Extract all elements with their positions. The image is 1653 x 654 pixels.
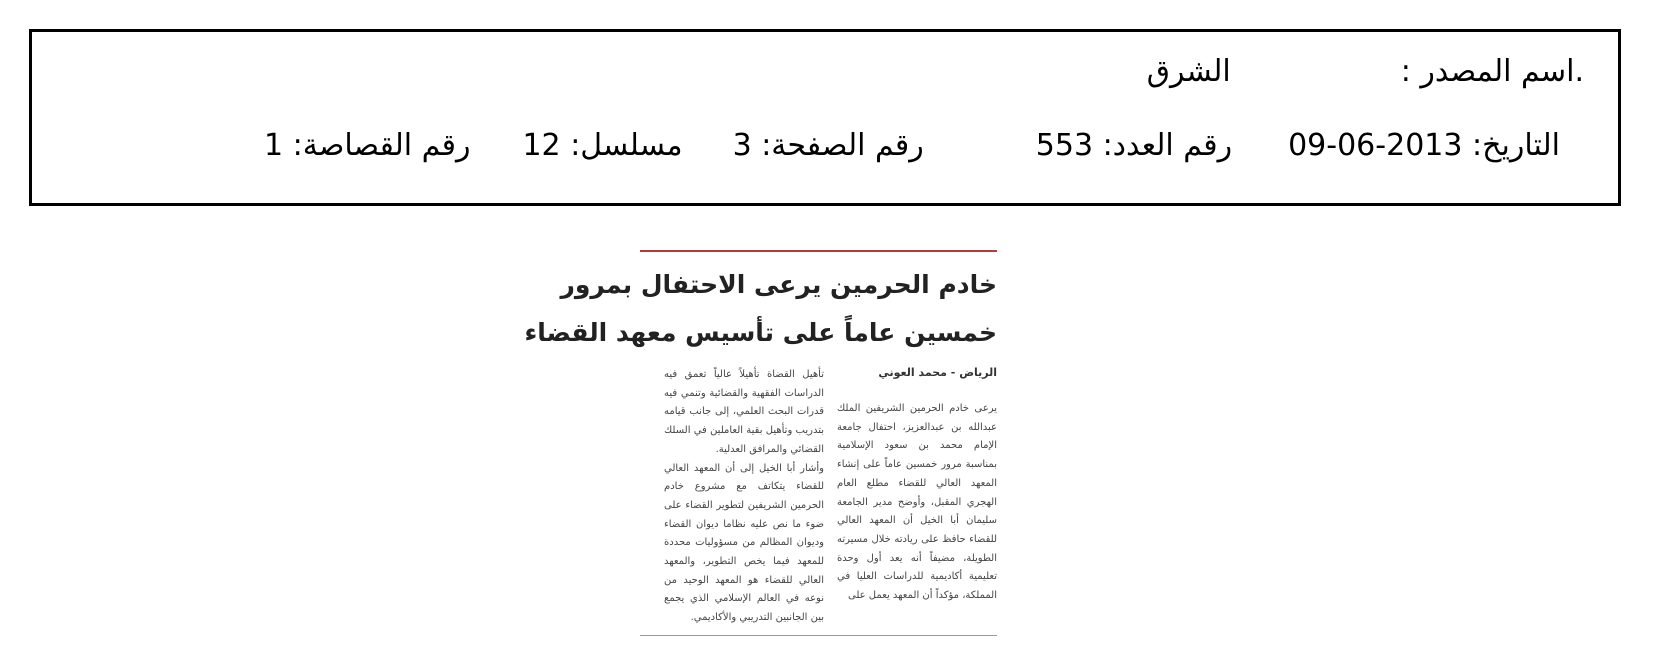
source-info-box <box>29 29 1621 206</box>
article-column-right <box>837 400 997 606</box>
page-field <box>733 128 924 164</box>
serial-field <box>522 128 682 164</box>
serial-label: مسلسل: <box>570 128 683 163</box>
date-label: التاريخ: <box>1472 128 1560 163</box>
headline-line-1: خادم الحرمين يرعى الاحتفال بمرور <box>560 270 997 299</box>
page-label: رقم الصفحة: <box>761 128 924 163</box>
headline-line-2: خمسين عاماً على تأسيس معهد القضاء <box>524 318 997 347</box>
article-column-left <box>664 366 824 628</box>
clip-field <box>264 128 470 164</box>
clipping-bottom-rule <box>640 635 997 636</box>
issue-field <box>1036 128 1232 164</box>
date-value: 2013-06-09 <box>1288 128 1463 163</box>
byline: الرياض - محمد العوني <box>878 366 997 379</box>
clip-value: 1 <box>264 128 284 163</box>
newspaper-clipping <box>524 250 997 636</box>
clip-label: رقم القصاصة: <box>292 128 471 163</box>
page-value: 3 <box>732 128 752 163</box>
clipping-top-rule <box>640 250 997 252</box>
issue-value: 553 <box>1035 128 1094 163</box>
date-field <box>1288 128 1560 164</box>
article-paragraph: يرعى خادم الحرمين الشريفين الملك عبدالله بن عبدالعزيز، احتفال جامعة الإمام محمد بن سعود الإسلامية بمناسبة مرور خمسين عاماً على إنشاء المعهد العالي للقضاء مطلع العام الهجري المقبل، وأوضح مدير الجامعة سليمان أبا الخيل أن المعهد العالي للقضاء حافظ على ريادته خلال مسيرته الطويلة، مضيفاً أنه يعد أول وحدة تعليمية أكاديمية للدراسات العليا في المملكة، مؤكداً أن المعهد يعمل على <box>837 403 997 602</box>
serial-value: 12 <box>522 128 561 163</box>
article-paragraph: تأهيل القضاة تأهيلاً عالياً تعمق فيه الدراسات الفقهية والقضائية وتنمي فيه قدرات البحث العلمي، إلى جانب قيامه بتدريب وتأهيل بقية العاملين في السلك القضائي والمرافق العدلية. <box>664 369 824 455</box>
source-row <box>1147 54 1584 90</box>
details-row <box>264 128 1560 164</box>
article-paragraph: وأشار أبا الخيل إلى أن المعهد العالي للقضاء يتكاتف مع مشروع خادم الحرمين الشريفين لتطوير القضاء على ضوء ما نص عليه نظاما ديوان القضاء وديوان المظالم من مسؤوليات محددة للمعهد فيما يخص التطوير، والمعهد العالي للقضاء هو المعهد الوحيد من نوعه في العالم الإسلامي الذي يجمع بين الجانبين التدريبي والأكاديمي. <box>664 462 824 624</box>
issue-label: رقم العدد: <box>1102 128 1233 163</box>
source-label: .اسم المصدر : <box>1400 54 1584 89</box>
source-value: الشرق <box>1146 54 1231 89</box>
